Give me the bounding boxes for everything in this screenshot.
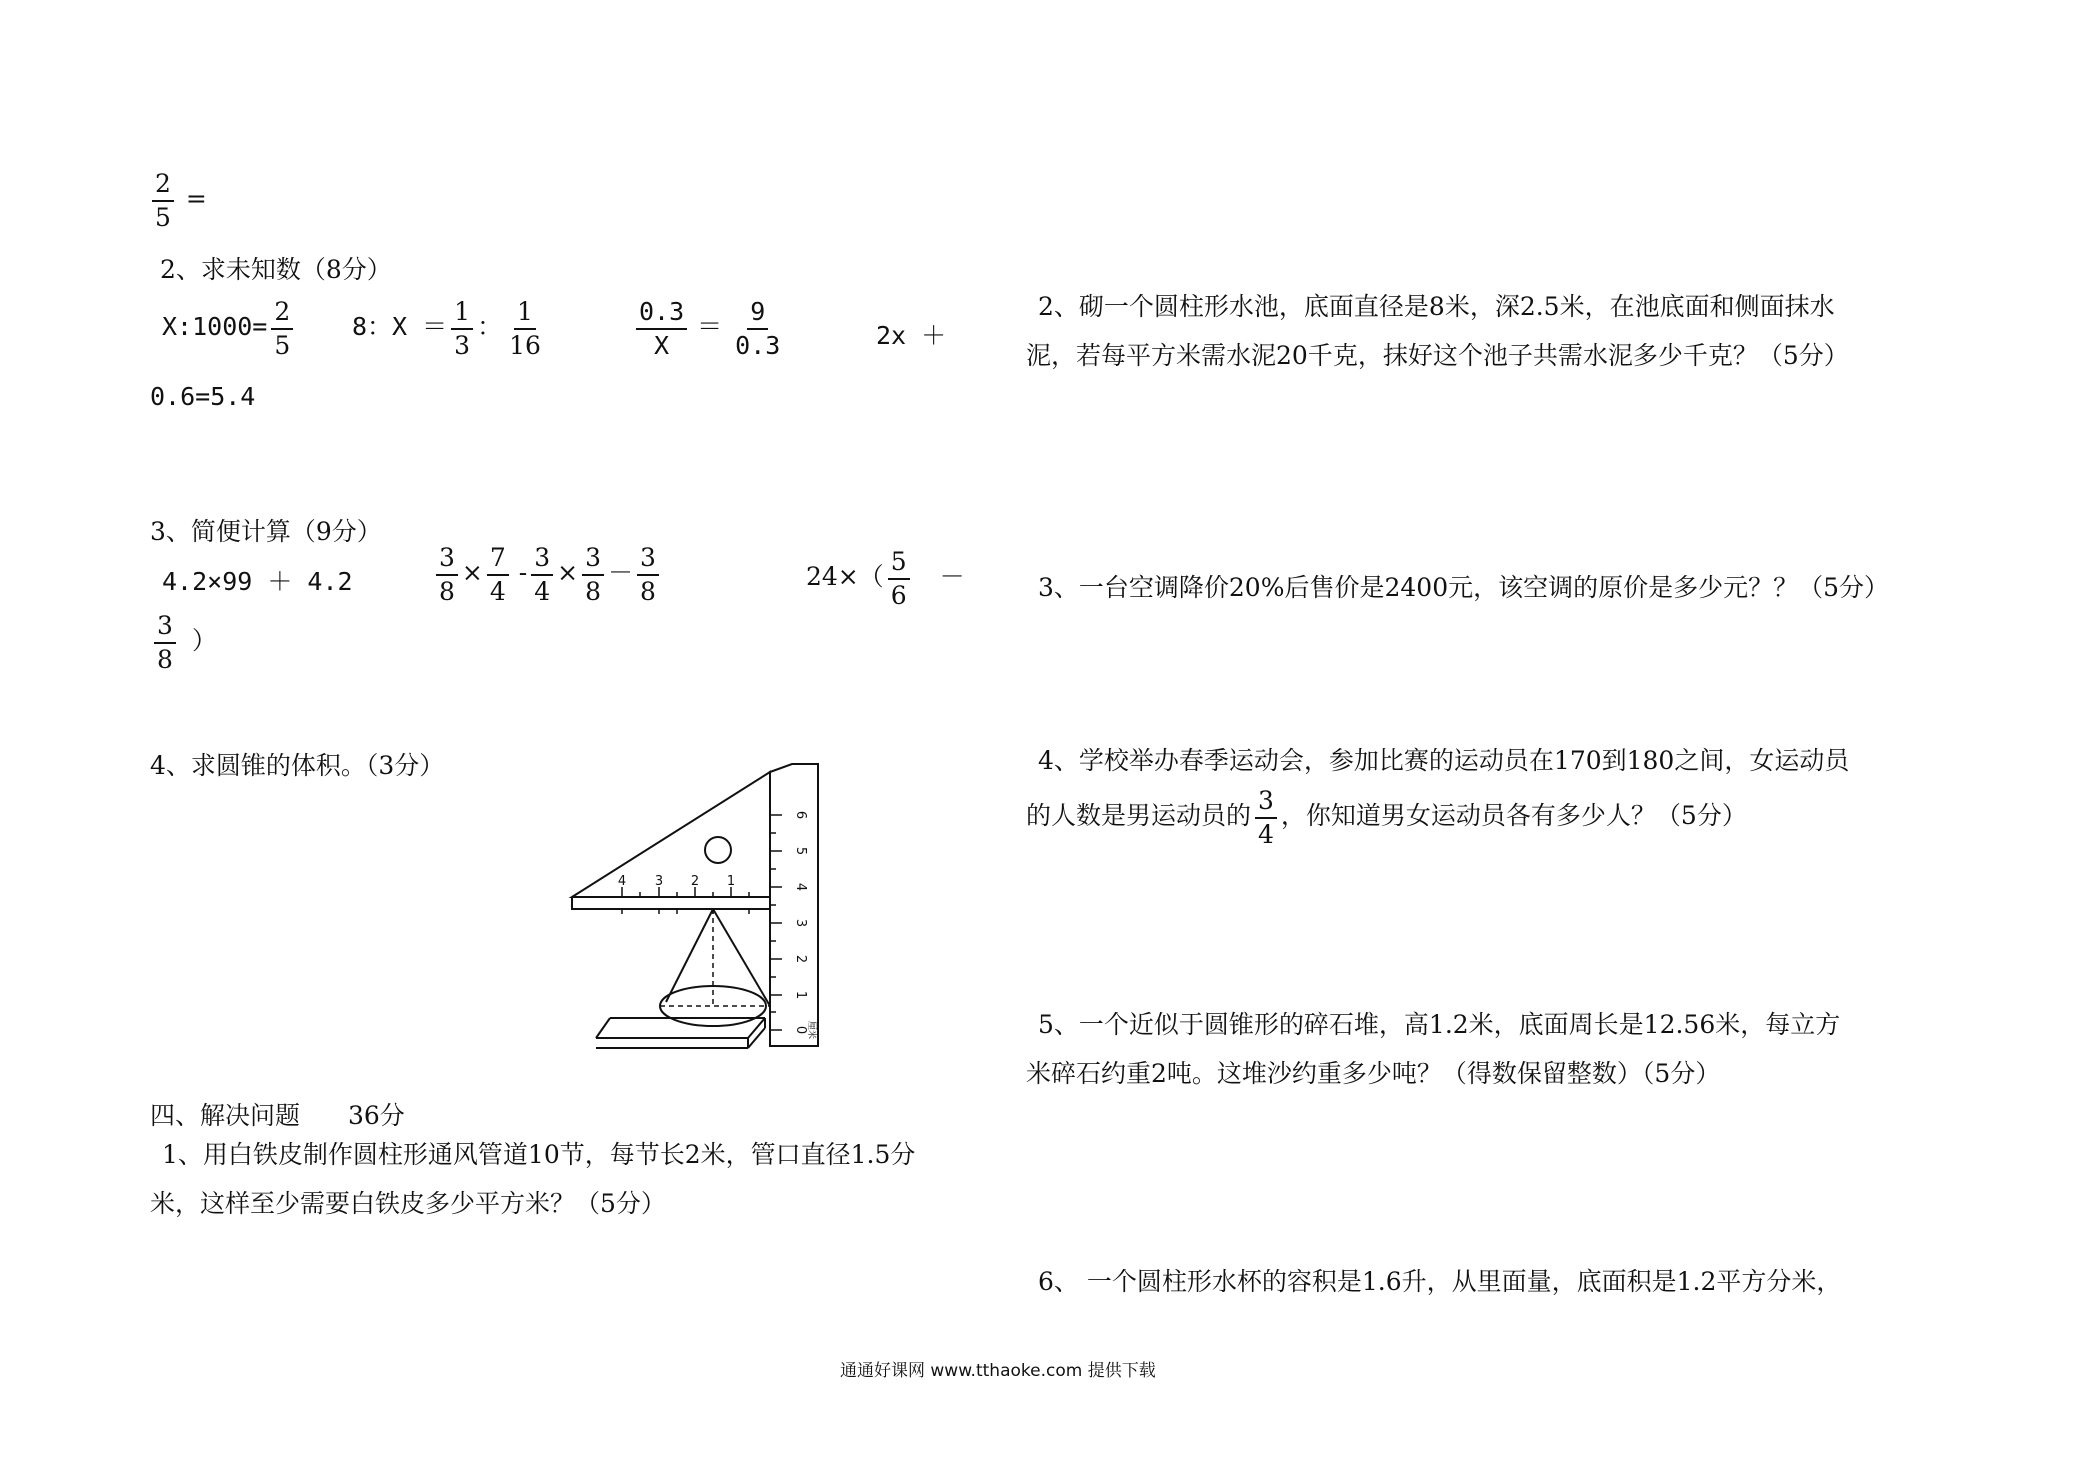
ruler-h-label-3: 3 — [654, 874, 664, 889]
calc-expression-2: $\frac{3}{8}$ × $\frac{7}{4}$ - $\frac{3}{4}$ × $\frac{3}{8}$ － $\frac{3}{8}$ — [432, 544, 663, 605]
problem-1 — [150, 1130, 950, 1228]
ruler-h-label-2: 2 — [690, 874, 700, 889]
equation-4-part-b: 0.6=5.4 — [150, 382, 256, 411]
problem-5-line-2: 米碎石约重2吨。这堆沙约重多少吨？（得数保留整数）（5分） — [1026, 1059, 1721, 1088]
question-2-title: 2、求未知数（8分） — [160, 255, 392, 284]
ruler-v-label-6: 6 — [793, 810, 808, 820]
fraction: $\frac{1}{3}$ — [451, 298, 473, 359]
ruler-v-label-4: 4 — [793, 882, 808, 892]
ruler-h-label-1: 1 — [726, 874, 736, 889]
ruler-v-label-1: 1 — [793, 990, 808, 1000]
fraction: $\frac{3}{8}$ — [436, 544, 458, 605]
set-square — [572, 772, 770, 909]
problem-4 — [1026, 736, 1886, 848]
equation-1: X:1000= $\frac{2}{5}$ — [162, 298, 297, 359]
ruler-unit-label: 厘米 — [806, 1020, 816, 1040]
problem-3: 3、一台空调降价20%后售价是2400元，该空调的原价是多少元？？（5分） — [1038, 573, 1890, 602]
problem-2-line-1: 2、砌一个圆柱形水池，底面直径是8米，深2.5米，在池底面和侧面抹水 — [1038, 292, 1835, 321]
ruler-v-label-0: 0 — [793, 1025, 808, 1035]
fraction: $\frac{5}{6}$ — [888, 548, 910, 609]
problem-5-line-1: 5、一个近似于圆锥形的碎石堆，高1.2米，底面周长是12.56米，每立方 — [1038, 1010, 1841, 1039]
problem-4-line-2: 的人数是男运动员的 $\frac{3}{4}$ ，你知道男女运动员各有多少人？（5分） — [1026, 786, 1747, 849]
equation-4-part-a: 2x ＋ — [876, 321, 947, 350]
section-4-header: 四、解决问题 36分 — [150, 1101, 405, 1130]
problem-1-line-1: 1、用白铁皮制作圆柱形通风管道10节，每节长2米，管口直径1.5分 — [162, 1140, 916, 1169]
problem-4-line-1: 4、学校举办春季运动会，参加比赛的运动员在170到180之间，女运动员 — [1038, 746, 1850, 775]
question-4-title: 4、求圆锥的体积。（3分） — [150, 751, 445, 780]
ruler-v-label-3: 3 — [793, 918, 808, 928]
problem-5 — [1026, 1000, 1886, 1098]
vertical-ruler-ticks — [770, 815, 782, 1030]
cone-measurement-figure — [560, 756, 830, 1066]
fraction: $\frac{7}{4}$ — [487, 544, 509, 605]
calc-expression-1: 4.2×99 ＋ 4.2 — [162, 567, 353, 596]
problem-1-line-2: 米，这样至少需要白铁皮多少平方米？（5分） — [150, 1189, 666, 1218]
fraction: $\frac{3}{8}$ — [637, 544, 659, 605]
fraction: $\frac{1}{16}$ — [509, 297, 541, 360]
equation-3: $\frac{0.3}{X}$ ＝ $\frac{9}{0.3}$ — [632, 298, 787, 359]
fraction: $\frac{3}{4}$ — [1255, 787, 1277, 848]
vertical-ruler — [770, 764, 818, 1046]
ruler-v-label-2: 2 — [793, 954, 808, 964]
calc-expression-3-continued: $\frac{3}{8}$ ） — [150, 612, 217, 673]
fraction: $\frac{2}{5}$ — [271, 298, 293, 359]
ruler-v-label-5: 5 — [793, 846, 808, 856]
fraction: $\frac{9}{0.3}$ — [735, 297, 781, 360]
calc-expression-3: 24×（ $\frac{5}{6}$ － — [806, 547, 965, 610]
equation-2: 8：X ＝ $\frac{1}{3}$ ： $\frac{1}{16}$ — [352, 298, 548, 359]
question-3-title: 3、简便计算（9分） — [150, 517, 382, 546]
fraction: $\frac{0.3}{X}$ — [636, 298, 687, 359]
ruler-h-label-4: 4 — [617, 874, 627, 889]
fraction: $\frac{3}{8}$ — [154, 612, 176, 673]
problem-2 — [1026, 282, 1886, 380]
problem-2-line-2: 泥，若每平方米需水泥20千克，抹好这个池子共需水泥多少千克？（5分） — [1026, 341, 1849, 370]
top-fraction-expression: $\frac{2}{5}$ = — [148, 170, 207, 231]
fraction: $\frac{2}{5}$ — [152, 170, 174, 231]
fraction: $\frac{3}{4}$ — [531, 544, 553, 605]
footer-credit: 通通好课网 www.tthaoke.com 提供下载 — [840, 1361, 1156, 1381]
cone — [660, 909, 770, 1026]
problem-6: 6、 一个圆柱形水杯的容积是1.6升，从里面量，底面积是1.2平方分米， — [1038, 1267, 1842, 1296]
fraction: $\frac{3}{8}$ — [582, 544, 604, 605]
